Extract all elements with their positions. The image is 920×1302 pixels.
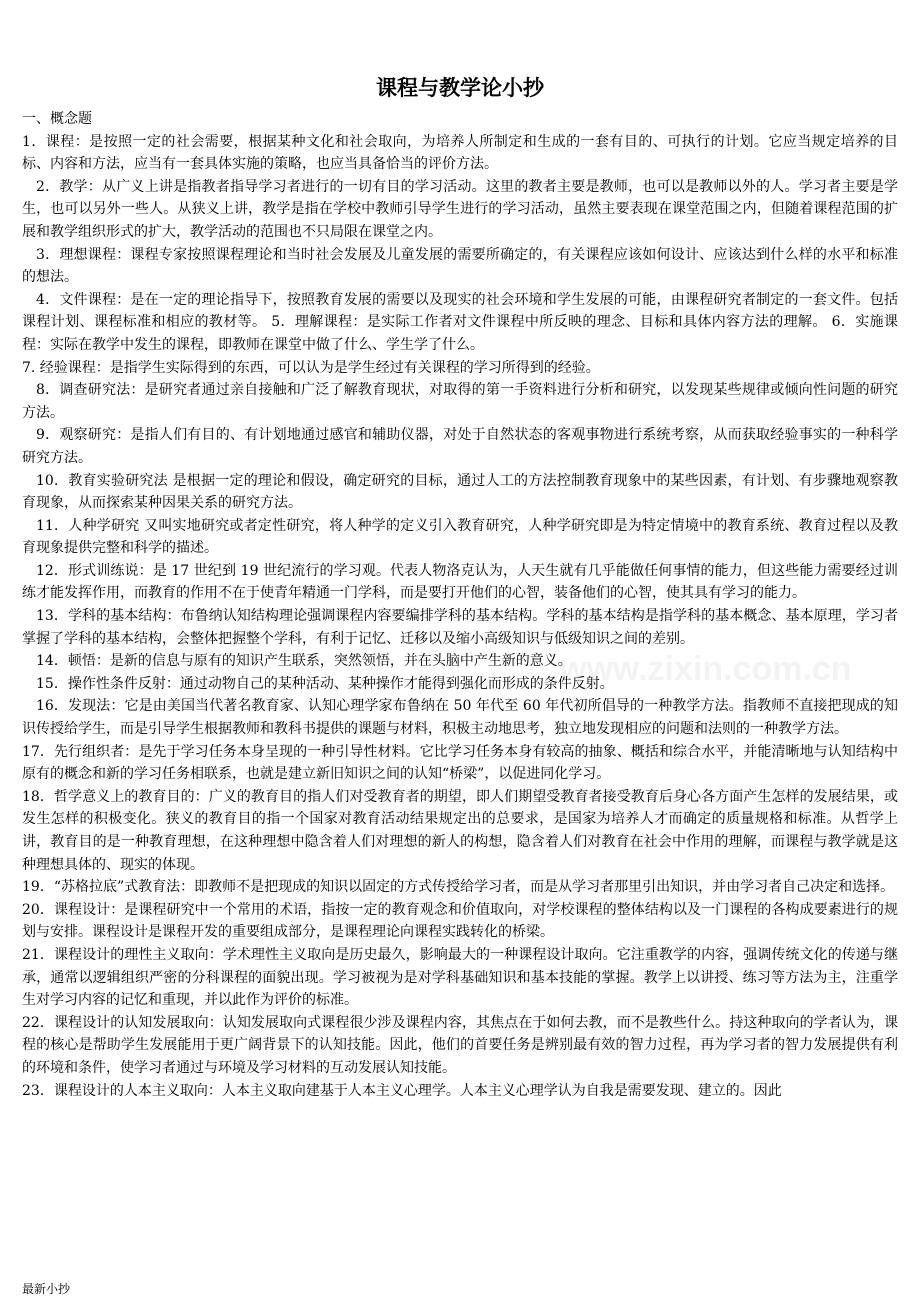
- paragraph-8: 8．调查研究法：是研究者通过亲自接触和广泛了解教育现状，对取得的第一手资料进行分析和研究，以发现某些规律或倾向性问题的研究方法。: [22, 382, 898, 421]
- paragraph-2: 2．教学：从广义上讲是指教者指导学习者进行的一切有目的学习活动。这里的教者主要是教师，也可以是教师以外的人。学习者主要是学生，也可以另外一些人。从狭义上讲，教学是指在学校中教师引导学生进行的学习活动，虽然主要表现在课堂范围之内，但随着课程范围的扩展和教学组织形式的扩大，教学活动的范围也不只局限在课堂之内。: [22, 178, 898, 240]
- paragraph-22: 22．课程设计的认知发展取向：认知发展取向式课程很少涉及课程内容，其焦点在于如何去教，而不是教些什么。持这种取向的学者认为，课程的核心是帮助学生发展能用于更广阔背景下的认知技能。因此，他们的首要任务是辨别最有效的智力过程，再为学习者的智力发展提供有利的环境和条件，使学习者通过与环境及学习材料的互动发展认知技能。: [22, 1014, 898, 1076]
- page-footer: 最新小抄: [22, 1282, 71, 1296]
- paragraph-20: 20．课程设计：是课程研究中一个常用的术语，指按一定的教育观念和价值取向，对学校课程的整体结构以及一门课程的各构成要素进行的规划与安排。课程设计是课程开发的重要组成部分，是课程理论向课程实践转化的桥梁。: [22, 901, 898, 941]
- section-heading: 一、概念题: [22, 111, 92, 127]
- paragraph-21: 21．课程设计的理性主义取向：学术理性主义取向是历史最久，影响最大的一种课程设计取向。它注重教学的内容，强调传统文化的传递与继承，通常以逻辑组织严密的分科课程的面貌出现。学习被视为是对学科基础知识和基本技能的掌握。教学上以讲授、练习等方法为主，注重学生对学习内容的记忆和重现，并以此作为评价的标准。: [22, 946, 898, 1009]
- paragraph-9: 9．观察研究：是指人们有目的、有计划地通过感官和辅助仪器，对处于自然状态的客观事物进行系统考察，从而获取经验事实的一种科学研究方法。: [22, 427, 898, 466]
- paragraph-14: 14．顿悟：是新的信息与原有的知识产生联系，突然领悟，并在头脑中产生新的意义。: [36, 653, 572, 670]
- paragraph-13: 13．学科的基本结构：布鲁纳认知结构理论强调课程内容要编排学科的基本结构。学科的基本结构是指学科的基本概念、基本原理，学习者掌握了学科的基本结构，会整体把握整个学科，有利于记忆、迁移以及缩小高级知识与低级知识之间的差别。: [22, 608, 898, 647]
- paragraph-4: 4．文件课程：是在一定的理论指导下，按照教育发展的需要以及现实的社会环境和学生发展的可能，由课程研究者制定的一套文件。包括课程计划、课程标准和相应的教材等。 5．理解课程：是实际工作者对文件课程中所反映的理念、目标和具体内容方法的理解。 6．实施课程：实际在教学中发生的课程，即教师在课堂中做了什么、学生学了什么。: [22, 291, 898, 353]
- page-title: 课程与教学论小抄: [376, 75, 544, 100]
- paragraph-7: 7. 经验课程：是指学生实际得到的东西，可以认为是学生经过有关课程的学习所得到的经验。: [22, 359, 600, 376]
- paragraph-17: 17．先行组织者：是先于学习任务本身呈现的一种引导性材料。它比学习任务本身有较高的抽象、概括和综合水平，并能清晰地与认知结构中原有的概念和新的学习任务相联系，也就是建立新旧知识之间的认知“桥梁”，以促进同化学习。: [22, 743, 898, 783]
- paragraph-12: 12．形式训练说：是 17 世纪到 19 世纪流行的学习观。代表人物洛克认为，人天生就有几乎能做任何事情的能力，但这些能力需要经过训练才能发挥作用，而教育的作用不在于使青年精通一门学科，而是要打开他们的心智，装备他们的心智，使其具有学习的能力。: [22, 562, 898, 602]
- paragraph-3: 3．理想课程：课程专家按照课程理论和当时社会发展及儿童发展的需要所确定的，有关课程应该如何设计、应该达到什么样的水平和标准的想法。: [22, 246, 898, 286]
- paragraph-16: 16．发现法：它是由美国当代著名教育家、认知心理学家布鲁纳在 50 年代至 60 年代初所倡导的一种教学方法。指教师不直接把现成的知识传授给学生，而是引导学生根据教师和教科书提供的课题与材料，积极主动地思考，独立地发现相应的问题和法则的一种教学方法。: [22, 698, 898, 738]
- watermark: www.zixin.com.cn: [560, 650, 852, 688]
- paragraph-10: 10．教育实验研究法 是根据一定的理论和假设，确定研究的目标，通过人工的方法控制教育现象中的某些因素，有计划、有步骤地观察教育现象，从而探索某种因果关系的研究方法。: [22, 472, 898, 512]
- paragraph-1: 1．课程：是按照一定的社会需要，根据某种文化和社会取向，为培养人所制定和生成的一套有目的、可执行的计划。它应当规定培养的目标、内容和方法，应当有一套具体实施的策略，也应当具备恰当的评价方法。: [22, 133, 898, 173]
- paragraph-19: 19．“苏格拉底”式教育法：即教师不是把现成的知识以固定的方式传授给学习者，而是从学习者那里引出知识，并由学习者自己决定和选择。: [22, 879, 895, 896]
- paragraph-15: 15．操作性条件反射：通过动物自己的某种活动、某种操作才能得到强化而形成的条件反射。: [36, 675, 614, 692]
- document-body: [22, 108, 898, 1102]
- paragraph-23: 23．课程设计的人本主义取向：人本主义取向建基于人本主义心理学。人本主义心理学认为自我是需要发现、建立的。因此: [22, 1082, 782, 1099]
- paragraph-11: 11．人种学研究 又叫实地研究或者定性研究，将人种学的定义引入教育研究，人种学研究即是为特定情境中的教育系统、教育过程以及教育现象提供完整和科学的描述。: [22, 517, 898, 557]
- paragraph-18: 18．哲学意义上的教育目的：广义的教育目的指人们对受教育者的期望，即人们期望受教育者接受教育后身心各方面产生怎样的发展结果，或发生怎样的积极变化。狭义的教育目的指一个国家对教育活动结果规定出的总要求，是国家为培养人才而确定的质量规格和标准。从哲学上讲，教育目的是一种教育理想，在这种理想中隐含着人们对理想的新人的构想，隐含着人们对教育在社会中作用的理解，而课程与教学就是这种理想具体的、现实的体现。: [22, 788, 898, 873]
